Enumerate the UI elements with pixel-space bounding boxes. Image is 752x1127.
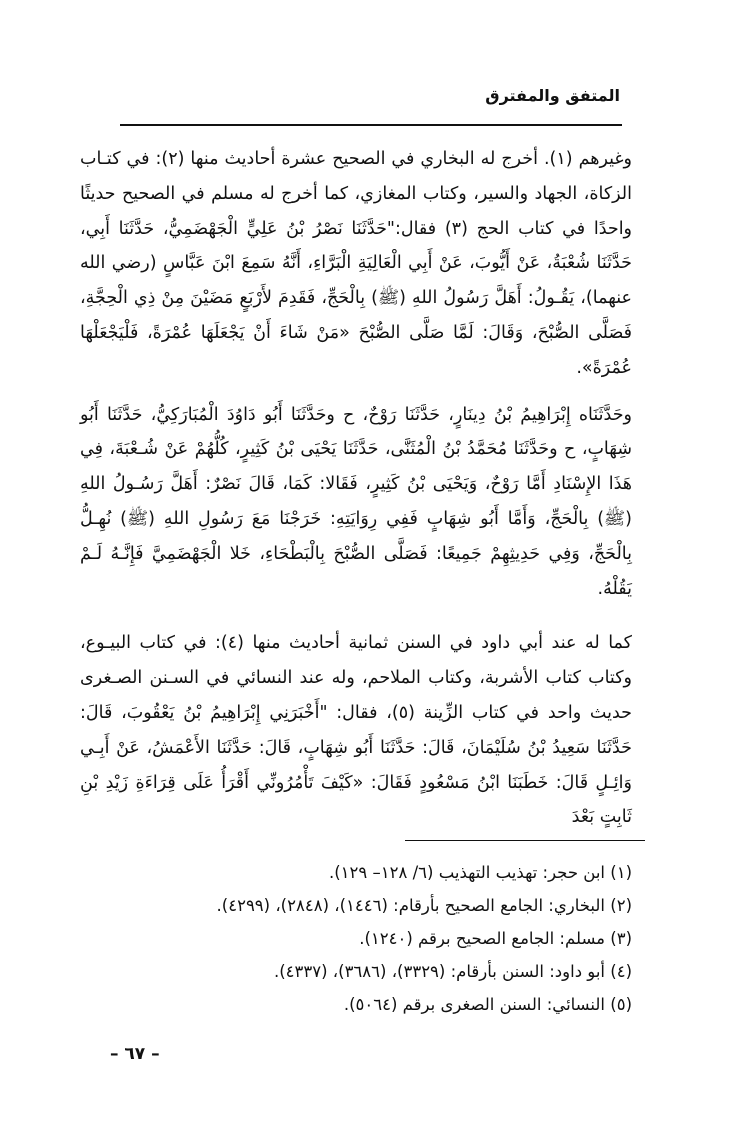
footnote-3: (٣) مسلم: الجامع الصحيح برقم (١٢٤٠). xyxy=(359,929,632,948)
paragraph-bukhari-muslim: وغيرهم (١). أخرج له البخاري في الصحيح عشرة أحاديث منها (٢): في كتـاب الزكاة، الجهاد والسير، وكتاب المغازي، كما أخرج له مسلم في الصحيح حديثًا واحدًا في كتاب الحج (٣) فقال:"حَدَّثَنَا نَصْرُ بْنُ عَلِيٍّ الْجَهْضَمِيُّ، حَدَّثَنَا أَبِي، حَدَّثَنَا شُعْبَةُ، عَنْ أَيُّوبَ، عَنْ أَبِي الْعَالِيَةِ الْبَرَّاءِ، أَنَّهُ سَمِعَ ابْنَ عَبَّاسٍ (رضي الله عنهما)، يَقُـولُ: أَهَلَّ رَسُولُ اللهِ (ﷺ) بِالْحَجِّ، فَقَدِمَ لأَرْبَعٍ مَضَيْنَ مِنْ ذِي الْحِجَّةِ، فَصَلَّى الصُّبْحَ، وَقَالَ: لَمَّا صَلَّى الصُّبْحَ «مَنْ شَاءَ أَنْ يَجْعَلَهَا عُمْرَةً، فَلْيَجْعَلْهَا عُمْرَةً». xyxy=(80,149,633,378)
running-header-title: المتفق والمفترق xyxy=(485,86,620,105)
page-number: – ٦٧ – xyxy=(110,1044,160,1064)
footnote-1: (١) ابن حجر: تهذيب التهذيب (٦/ ١٢٨– ١٢٩). xyxy=(328,863,632,882)
footnotes xyxy=(80,856,632,1021)
footnote-2: (٢) البخاري: الجامع الصحيح بأرقام: (١٤٤٦)، (٢٨٤٨)، (٤٢٩٩). xyxy=(216,896,632,915)
main-text xyxy=(80,142,632,835)
paragraph-abu-dawud-nasai: كما له عند أبي داود في السنن ثمانية أحاديث منها (٤): في كتاب البيـوع، وكتاب كتاب الأشربة، وكتاب الملاحم، وله عند النسائي في السـنن الصـغرى حديث واحد في كتاب الزِّينة (٥)، فقال: "أَخْبَرَنِي إِبْرَاهِيمُ بْنُ يَعْقُوبَ، قَالَ: حَدَّثَنَا سَعِيدُ بْنُ سُلَيْمَانَ، قَالَ: حَدَّثَنَا أَبُو شِهَابٍ، قَالَ: حَدَّثَنَا الأَعْمَشُ، عَنْ أَبِـي وَائِـلٍ قَالَ: خَطَبَنَا ابْنُ مَسْعُودٍ فَقَالَ: «كَيْفَ تَأْمُرُونِّي أَقْرَأُ عَلَى قِرَاءَةِ زَيْدِ بْنِ ثَابِتٍ بَعْدَ xyxy=(80,633,632,828)
footnote-5: (٥) النسائي: السنن الصغرى برقم (٥٠٦٤). xyxy=(343,995,632,1014)
paragraph-isnad: وحَدَّثَنَاه إِبْرَاهِيمُ بْنُ دِينَارٍ، حَدَّثَنَا رَوْحٌ، ح وحَدَّثَنَا أَبُو دَاوُدَ الْمُبَارَكِيُّ، حَدَّثَنَا أَبُو شِهَابٍ، ح وحَدَّثَنَا مُحَمَّدُ بْنُ الْمُثَنَّى، حَدَّثَنَا يَحْيَى بْنُ كَثِيرٍ، كُلُّهُمْ عَنْ شُـعْبَةَ، فِي هَذَا الإِسْنَادِ أَمَّا رَوْحٌ، وَيَحْيَى بْنُ كَثِيرٍ، فَقَالا: كَمَا، قَالَ نَصْرٌ: أَهَلَّ رَسُـولُ اللهِ (ﷺ) بِالْحَجِّ، وَأَمَّا أَبُو شِهَابٍ فَفِي رِوَايَتِهِ: خَرَجْنَا مَعَ رَسُولِ اللهِ (ﷺ) نُهِـلُّ بِالْحَجِّ، وَفِي حَدِيثِهِمْ جَمِيعًا: فَصَلَّى الصُّبْحَ بِالْبَطْحَاءِ، خَلا الْجَهْضَمِيَّ فَإِنَّـهُ لَـمْ يَقُلْهُ. xyxy=(80,404,632,599)
header-divider xyxy=(120,124,622,126)
footnote-4: (٤) أبو داود: السنن بأرقام: (٣٣٢٩)، (٣٦٨٦)، (٤٣٣٧). xyxy=(273,962,632,981)
footnote-divider xyxy=(405,840,645,841)
